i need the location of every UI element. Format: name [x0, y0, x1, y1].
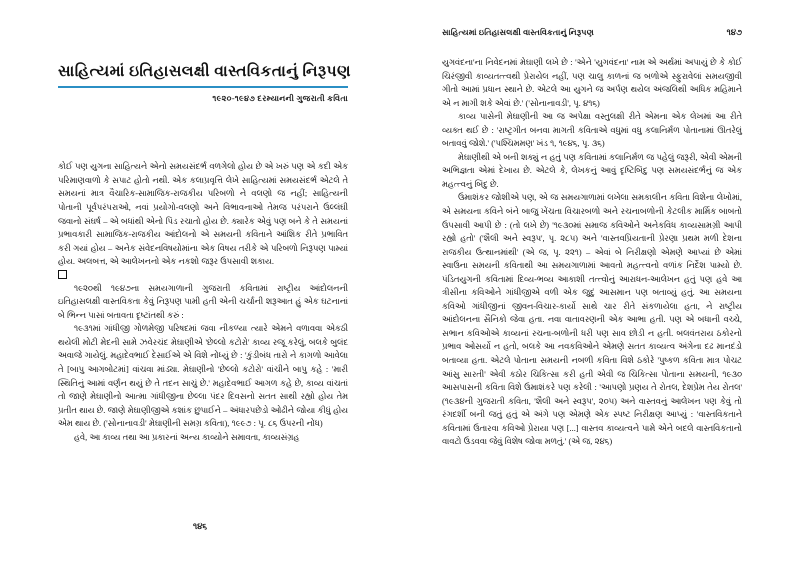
paragraph: ઉમાશંકર જોશીએ પણ, એ જ સમયગાળામાં લખેલા સમકાલીન કવિતા વિશેના લેખોમાં, એ સમયના કવિને બંને બાજુ ખેંચતા વિચારબળો અને રચનાબળોની કેટલીક માર્મિક બાબતો ઉપસાવી આપી છે : (તો લખે છે) '૧૯૩૦માં સમાજ કવિઓને અનેકવિધ કાવ્યસામગ્રી આપી રહ્યો હતો' ('શૈલી અને સ્વરૂપ', પૃ. ૨૮૫) અને 'વાસ્તવપ્રિયતાની પ્રેરણા પ્રથમ મળી દેશના રાજકીય ઉત્થાનમાંથી' (એ જ, પૃ. ૨૨૧) – એવાં બે નિરીક્ષણો એમણે આપ્યાં છે એમાં સ્વાઉના સમયની કવિતાથી આ સમયગાળામાં આવતો મહત્ત્વનો વળાંક નિર્દેશ પામ્યો છે. પંડિતયુગની કવિતામાં દિવ્ય-ભવ્ય આકાશી તત્ત્વોનું આરાધન-આલેખન હતું પણ હવે આ ત્રીસીના કવિઓને ગાંધીજીએ વળી એક જુદું આસમાન પણ બતાવ્યું હતું. આ સમયના કવિઓ ગાંધીજીનાં જીવન-વિચાર-કાર્યો સાથે ચાર રીતે સંકળાયેલા હતા, ને રાષ્ટ્રીય આંદોલનના સૈનિકો જેવા હતા. નવા વાતાવરણની એક આભા હતી. પણ એ બધાની વચ્ચે, સભાન કવિઓએ કાવ્યનાં રચના-બળોની ધરી પણ સાવ છોડી ન હતી. બલવંતરાય ઠકોરનો પ્રભાવ ઓસર્યો ન હતો, બલકે આ નવકવિઓને એમણે સતત કાવ્યત્વ અંગેના દઢ માનદંડો બતાવ્યા હતા. એટલે પોતાના સમયની નબળી કવિતા વિશે ઠકોરે 'પુષ્કળ કવિતા માત્ર પોચટ આંસુ સારતી' એવી કઠોર ચિકિત્સા કરી હતી એવી જ ચિકિત્સા પોતાના સમયની, ૧૯૩૦ આસપાસની કવિતા વિશે ઉમાશંકરે પણ કરેલી : 'આપણો પ્રણય તે રોતલ, દેશપ્રેમ તેય રોતલ' (૧૯૩૪ની ગુજરાતી કવિતા, 'શૈલી અને સ્વરૂપ', ૨૦૫) અને વાસ્તવનું આલેખન પણ કેવું તો રંગદર્શી બની જતું હતું એ અંગે પણ એમણે એક સ્પષ્ટ નિરીક્ષણ આપ્યું : 'વાસ્તવિકતાને કવિતામાં ઉતારવા કવિઓ પ્રેરાયા પણ [...] વાસ્તવ કાવ્યત્વને પામે એને બદલે વાસ્તવિકતાનો વાવટો ઉડવવા જેવું વિશેષ જોવા મળતું.' (એ જ, ૨૪૬)	[442, 193, 742, 447]
paragraph: હવે, આ કાવ્ય તથા આ પ્રકારનાં અન્ય કાવ્યોને સમાવતા, કાવ્યસંગ્રહ	[74, 432, 300, 442]
paragraph: ૧૯૩૧માં ગાંધીજી ગોળમેજી પરિષદમાં જવા નીકળ્યા ત્યારે એમને વળાવવા એકઠી થયેલી મોટી મેદની સામે ઝવેરચંદ મેઘાણીએ 'છેલ્લો કટોરો' કાવ્ય રજૂ કરેલું, બલકે બુલંદ અવાજે ગાયેલું. મહાદેવભાઈ દેસાઈએ એ વિશે નોંધ્યું છે : 'કુંડીબંધ તારો ને કાગળો આવેલા તે [બાપુ આગબોટમાં] વાંચવા માંડ્યા. મેઘાણીનો 'છેલ્લો કટોરો' વાંચીને બાપુ કહે : 'મારી સ્થિતિનું આમાં વર્ણન થયું છે તે તદન સાચું છે.' મહાદેવભાઈ આગળ કહે છે, કાવ્ય વાંચતાં તો જાણે મેઘાણીનો આત્મા ગાંધીજીના છેલ્લા પંદર દિવસનો સતત સાથી રહ્યો હોય તેમ પ્રતીત થાય છે. જાણે મેઘાણીજીએ કશાંક છુપાઈને – અંધારપછેડો ઓઢીને જોયા કીધું હોય એમ થાય છે. ('સોનાનાવડી' મેઘાણીની સમગ્ર કવિતા), ૧૯૯૭ : પૃ. ૮૬ ઉપરની નોંધ)	[58, 324, 348, 429]
paragraph: મેઘાણીથી એ બની શક્યું ન હતું પણ કવિતામાં કલાનિર્મળ જ પહેલું જરૂરી, એવી એમની અભિજ્ઞતા એમાં દેખાય છે. એટલે કે, લેખકનું આવું દૃષ્ટિબિંદુ પણ સમયસંદર્ભનું જ એક મહત્ત્વનું બિંદુ છે.	[442, 152, 742, 189]
chapter-title-block	[58, 62, 351, 104]
running-head-title: સાહિત્યમાં ઇતિહાસલક્ષી વાસ્તવિકતાનું નિરૂપણ	[442, 28, 594, 37]
page-folio-right: ૧૪૭	[726, 28, 742, 37]
paragraph: યુગવંદના'ના નિવેદનમાં મેઘાણી લખે છે : 'એને 'યુગવંદના' નામ એ અર્થમાં અપાયું છે કે કોઈ ચિરંજીવી કાવ્યતત્ત્વથી પ્રેરાયેલ નહીં, પણ ચાલુ કાળનાં જ બળોએ સ્ફુરાવેલાં સમયજીવી ગીતો આમાં પ્રધાન સ્થાને છે. એટલે આ યુગને જ અર્પણ થયેલ અંજલિથી અધિક મહિમાને એ ન માગી શકે એવાં છે.' ('સોનાનાવડી', પૃ. ૪૧૬)	[442, 58, 742, 108]
paragraph: કાવ્ય પાસેની મેઘાણીની આ જ અપેક્ષા વસ્તુલક્ષી રીતે એમના એક લેખમાં આ રીતે વ્યક્ત થઈ છે : 'રાષ્ટ્રગીત બનવા માગતી કવિતાએ વધુમાં વધુ કલાનિર્મળ પોતાનામાં ઊતરેલું બતાવવું જોશે.' ('પશ્ચિમમણ' ખંડ ૧, ૧૯૪૬, પૃ. ૩૬)	[442, 112, 742, 149]
running-head	[442, 28, 742, 38]
page-folio-left: ૧૪૬	[193, 522, 207, 531]
square-icon	[58, 270, 67, 279]
left-page-body	[58, 160, 348, 444]
paragraph: ૧૯૨૦થી ૧૯૪૭ના સમયગાળાની ગુજરાતી કવિતામાં રાષ્ટ્રીય આંદોલનની ઇતિહાસલક્ષી વાસ્તવિકતા કેવું નિરૂપણ પામી હતી એની ચર્ચાની શરૂઆત હું એક ઘટનાનાં બે ભિન્ન પાસાં બતાવતા દૃષ્ટાંતથી કરું :	[58, 283, 348, 320]
paragraph: કોઈ પણ યુગના સાહિત્યને એનો સમયસંદર્ભ વળગેલો હોય છે એ ખરું પણ એ કદી એક પરિમાણવાળો કે સપાટ હોતો નથી. એક કલાપ્રવૃત્તિ લેખે સાહિત્યમાં સમયસંદર્ભ એટલે તે સમયનાં માત્ર વૈચારિક-સામાજિક-રાજકીય પરિબળો ને વલણો જ નહીં; સાહિત્યની પોતાની પૂર્વપરંપરાઓ, નવાં પ્રયોગો-વલણો અને વિભાવનાઓ તેમજ પરંપરાને ઉલ્લંઘી જવાનો સંઘર્ષ – એ બધાંથી એનો પિંડ રચાતો હોય છે. ક્યારેક એવું પણ બને કે તે સમયનાં પ્રભાવકારી સામાજિક-રાજકીય આંદોલનો એ સમયની કવિતાને આંશિક રીતે પ્રભાવિત કરી ગયાં હોય – અનેક સંવેદનવિષયોમાંના એક વિષય તરીકે એ પરિબળો નિરૂપણ પામ્યાં હોય. અલબત્ત, એ આલેખનનો એક નકશો જરૂર ઉપસાવી શકાય.	[58, 162, 348, 267]
right-page-body	[442, 56, 742, 449]
section-break	[58, 270, 348, 279]
title-underline-rule	[58, 86, 348, 88]
chapter-subtitle: ૧૯૨૦-૧૯૪૭ દરમ્યાનની ગુજરાતી કવિતા	[212, 94, 348, 104]
page-title: સાહિત્યમાં ઇતિહાસલક્ષી વાસ્તવિકતાનું નિરૂપણ	[58, 63, 351, 80]
right-page	[400, 0, 800, 566]
